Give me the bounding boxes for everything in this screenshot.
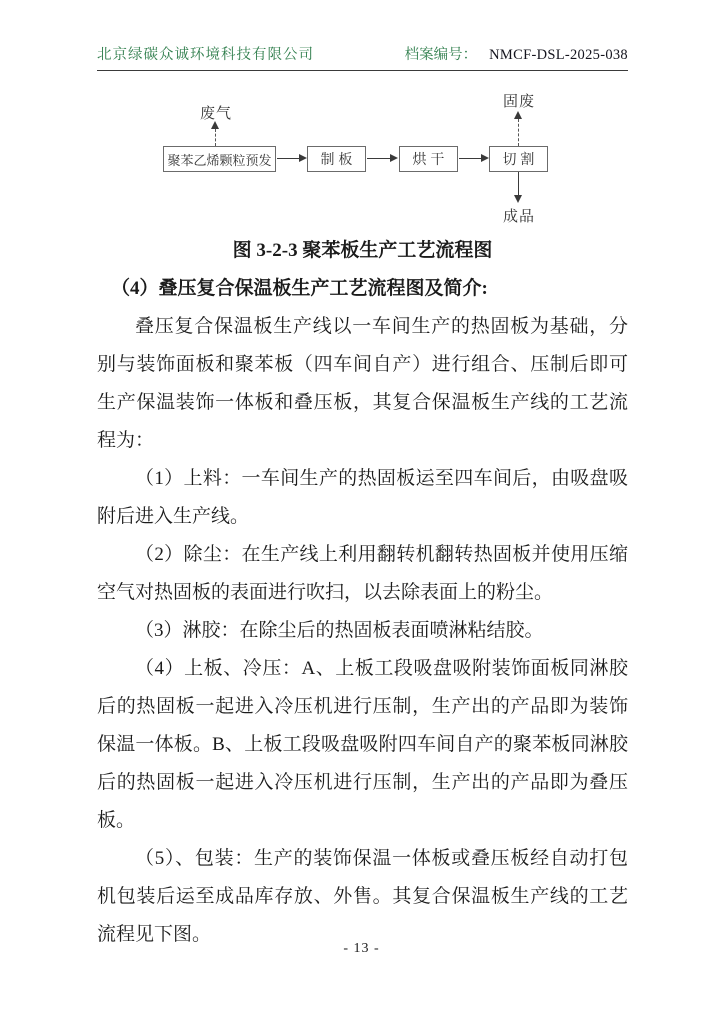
- body-paragraph: （1）上料：一车间生产的热固板运至四车间后，由吸盘吸附后进入生产线。: [97, 468, 628, 527]
- arrow-right-icon: [481, 154, 489, 162]
- body-paragraph: 叠压复合保温板生产线以一车间生产的热固板为基础，分别与装饰面板和聚苯板（四车间自产）进行组合、压制后即可生产保温装饰一体板和叠压板，其复合保温板生产线的工艺流程为：: [97, 316, 628, 451]
- body-paragraph: （5）、包装：生产的装饰保温一体板或叠压板经自动打包机包装后运至成品库存放、外售。其复合保温板生产线的工艺流程见下图。: [97, 848, 628, 945]
- document-body: [97, 232, 628, 954]
- arrow-right-icon: [390, 154, 398, 162]
- section-heading: （4）叠压复合保温板生产工艺流程图及简介:: [111, 278, 488, 299]
- flow-box-board-making: 制 板: [307, 146, 366, 172]
- arrow-up-icon: [514, 111, 522, 119]
- arrow-right-icon: [299, 154, 307, 162]
- figure-caption: 图 3-2-3 聚苯板生产工艺流程图: [232, 240, 493, 261]
- dashed-connector: [215, 129, 216, 146]
- flow-connector: [277, 158, 299, 159]
- flow-connector: [459, 158, 481, 159]
- flow-box-pre-expansion: 聚苯乙烯颗粒预发: [163, 146, 276, 172]
- solid-waste-label: 固废: [503, 93, 536, 110]
- arrow-down-icon: [514, 195, 522, 203]
- archive-label: 档案编号：: [404, 47, 478, 63]
- company-name: 北京绿碳众诚环境科技有限公司: [97, 47, 314, 63]
- body-paragraph: （2）除尘：在生产线上利用翻转机翻转热固板并使用压缩空气对热固板的表面进行吹扫，以去除表面上的粉尘。: [97, 544, 628, 603]
- dashed-connector: [518, 119, 519, 146]
- flow-box-drying: 烘 干: [399, 146, 458, 172]
- body-paragraph: （3）淋胶：在除尘后的热固板表面喷淋粘结胶。: [135, 620, 544, 641]
- process-flowchart: [0, 0, 723, 235]
- finished-product-label: 成品: [503, 208, 536, 225]
- flow-connector: [518, 172, 519, 195]
- body-paragraph: （4）上板、冷压：A、上板工段吸盘吸附装饰面板同淋胶后的热固板一起进入冷压机进行压制，生产出的产品即为装饰保温一体板。B、上板工段吸盘吸附四车间自产的聚苯板同淋胶后的热固板一起进入冷压机进行压制，生产出的产品即为叠压板。: [97, 658, 628, 831]
- arrow-up-icon: [211, 121, 219, 129]
- waste-gas-label: 废气: [200, 105, 233, 122]
- archive-number: NMCF-DSL-2025-038: [489, 47, 628, 63]
- page-number: - 13 -: [343, 941, 380, 956]
- flow-connector: [367, 158, 390, 159]
- flow-box-cutting: 切 割: [489, 146, 548, 172]
